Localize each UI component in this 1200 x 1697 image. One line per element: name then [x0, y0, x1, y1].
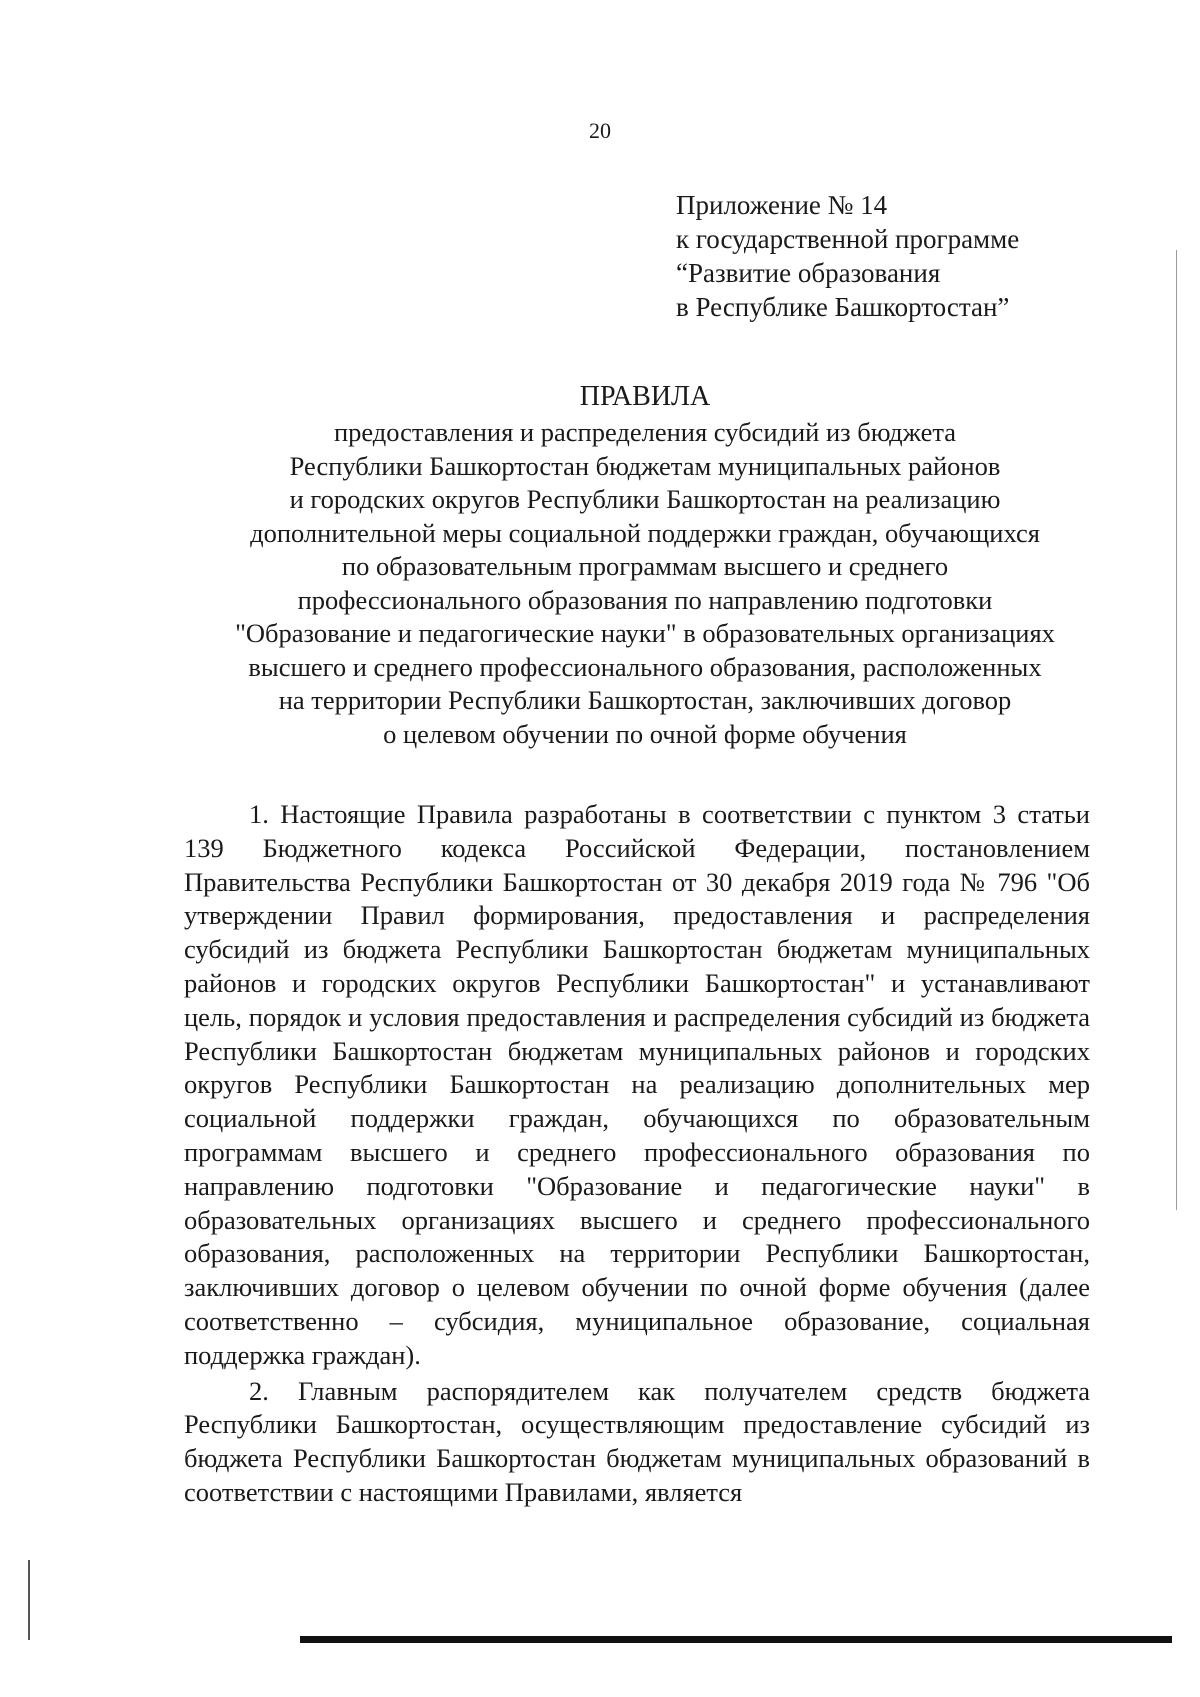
- document-body: [184, 798, 1090, 1512]
- document-subtitle-line: высшего и среднего профессионального образования, расположенных: [248, 651, 1042, 682]
- appendix-line: Приложение № 14: [676, 190, 888, 220]
- appendix-line: в Республике Башкортостан”: [676, 292, 1010, 322]
- paragraph-1: 1. Настоящие Правила разработаны в соответствии с пунктом 3 статьи 139 Бюджетного кодекса Российской Федерации, постановлением Правительства Республики Башкортостан от 30 декабря 2019 года № 796 "Об утверждении Правил формирования, предоставления и распределения субсидий из бюджета Республики Башкортостан бюджетам муниципальных районов и городских округов Республики Башкортостан" и устанавливают цель, порядок и условия предоставления и распределения субсидий из бюджета Республики Башкортостан бюджетам муниципальных районов и городских округов Республики Башкортостан на реализацию дополнительных мер социальной поддержки граждан, обучающихся по образовательным программам высшего и среднего профессионального образования по направлению подготовки "Образование и педагогические науки" в образовательных организациях высшего и среднего профессионального образования, расположенных на территории Республики Башкортостан, заключивших договор о целевом обучении по очной форме обучения (далее соответственно – субсидия, муниципальное образование, социальная поддержка граждан).: [184, 799, 1090, 1370]
- paragraph-2: 2. Главным распорядителем как получателем средств бюджета Республики Башкортостан, осуществляющим предоставление субсидий из бюджета Республики Башкортостан бюджетам муниципальных образований в соответствии с настоящими Правилами, является: [184, 1375, 1090, 1507]
- document-title: ПРАВИЛА: [579, 381, 711, 412]
- document-subtitle-line: на территории Республики Башкортостан, заключивших договор: [278, 685, 1012, 715]
- bottom-rule: [300, 1636, 1172, 1643]
- document-subtitle-line: по образовательным программам высшего и среднего: [341, 551, 949, 581]
- scan-margin-line-left: [28, 1560, 30, 1640]
- document-subtitle-line: и городских округов Республики Башкортостан на реализацию: [289, 484, 1001, 514]
- document-subtitle-line: Республики Башкортостан бюджетам муниципальных районов: [289, 450, 1001, 481]
- page-number: 20: [589, 118, 611, 143]
- appendix-line: “Развитие образования: [676, 258, 941, 288]
- document-subtitle-line: о целевом обучении по очной форме обучения: [383, 718, 907, 749]
- appendix-reference: [676, 188, 1116, 324]
- document-subtitle-line: "Образование и педагогические науки" в образовательных организациях: [235, 618, 1055, 648]
- document-subtitle-line: дополнительной меры социальной поддержки граждан, обучающихся: [250, 517, 1040, 548]
- document-heading: [150, 380, 1140, 751]
- scan-margin-line-right: [1176, 250, 1177, 1210]
- appendix-line: к государственной программе: [676, 224, 1020, 254]
- document-subtitle-line: предоставления и распределения субсидий из бюджета: [333, 417, 957, 447]
- document-subtitle-line: профессионального образования по направлению подготовки: [297, 584, 993, 615]
